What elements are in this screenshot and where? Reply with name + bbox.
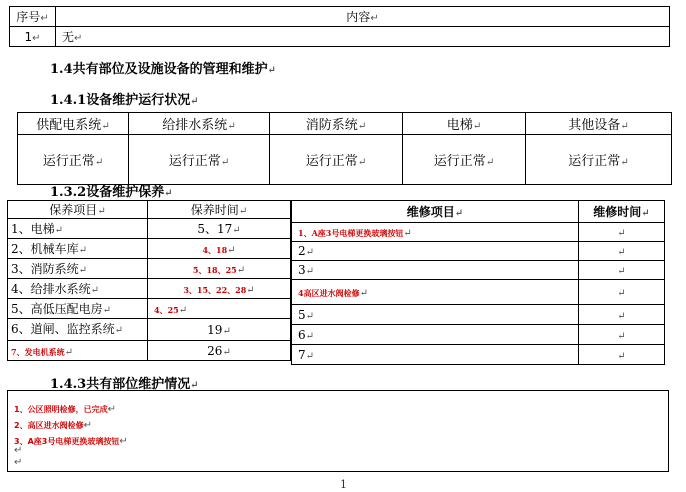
common-area-box	[7, 390, 669, 472]
maint-header-time: 保养时间↵	[148, 201, 291, 219]
maint-time: 4、25↵	[148, 299, 291, 319]
maint-time: 4、18↵	[148, 239, 291, 259]
maint-item: 3、消防系统↵	[8, 259, 148, 279]
maint-time: 5、17↵	[148, 219, 291, 239]
col-header-content: 内容↵	[56, 7, 670, 27]
repair-item: 5↵	[292, 305, 579, 325]
empty-paragraph: ↵	[14, 457, 23, 468]
status-value-water: 运行正常↵	[129, 135, 270, 185]
maint-item: 4、给排水系统↵	[8, 279, 148, 299]
maint-item: 7、发电机系统↵	[8, 341, 148, 361]
repair-item: 4高区进水阀检修↵	[292, 280, 579, 305]
top-table	[9, 6, 670, 47]
maint-time: 26↵	[148, 341, 291, 361]
status-value-other: 运行正常↵	[526, 135, 672, 185]
heading-1-4-3: 1.4.3共有部位维护情况↵	[50, 377, 199, 392]
maintenance-table	[7, 200, 291, 361]
page-number: 1	[340, 478, 347, 491]
heading-1-4-1: 1.4.1设备维护运行状况↵	[50, 93, 199, 108]
maint-item: 5、高低压配电房↵	[8, 299, 148, 319]
col-header-seq: 序号↵	[10, 7, 56, 27]
status-value-power: 运行正常↵	[18, 135, 129, 185]
repair-table	[291, 200, 665, 365]
repair-time: ↵	[579, 223, 665, 242]
status-table	[17, 112, 672, 185]
maint-item: 2、机械车库↵	[8, 239, 148, 259]
repair-item: 1、A座3号电梯更换玻璃按钮↵	[292, 223, 579, 242]
maint-item: 6、道闸、监控系统↵	[8, 319, 148, 341]
repair-time: ↵	[579, 242, 665, 261]
common-area-line: 3、A座3号电梯更换玻璃按钮↵	[14, 436, 128, 447]
status-value-fire: 运行正常↵	[270, 135, 403, 185]
repair-header-time: 维修时间↵	[579, 201, 665, 223]
repair-time: ↵	[579, 261, 665, 280]
repair-item: 6↵	[292, 325, 579, 345]
status-header-fire: 消防系统↵	[270, 113, 403, 135]
status-header-elevator: 电梯↵	[403, 113, 526, 135]
repair-header-item: 维修项目↵	[292, 201, 579, 223]
repair-time: ↵	[579, 280, 665, 305]
repair-item: 2↵	[292, 242, 579, 261]
repair-item: 3↵	[292, 261, 579, 280]
maint-item: 1、电梯↵	[8, 219, 148, 239]
repair-time: ↵	[579, 325, 665, 345]
common-area-line: 1、公区照明检修，已完成↵	[14, 404, 116, 415]
repair-time: ↵	[579, 305, 665, 325]
maint-time: 19↵	[148, 319, 291, 341]
status-header-power: 供配电系统↵	[18, 113, 129, 135]
empty-paragraph: ↵	[14, 445, 23, 456]
heading-1-3-2: 1.3.2设备维护保养↵	[50, 185, 173, 200]
status-value-elevator: 运行正常↵	[403, 135, 526, 185]
status-header-other: 其他设备↵	[526, 113, 672, 135]
maint-time: 5、18、25↵	[148, 259, 291, 279]
row-content: 无↵	[56, 27, 670, 47]
row-seq: 1↵	[10, 27, 56, 47]
maint-header-item: 保养项目↵	[8, 201, 148, 219]
common-area-line: 2、高区进水阀检修↵	[14, 420, 92, 431]
heading-1-4: 1.4共有部位及设施设备的管理和维护↵	[50, 62, 277, 77]
status-header-water: 给排水系统↵	[129, 113, 270, 135]
repair-time: ↵	[579, 345, 665, 365]
repair-item: 7↵	[292, 345, 579, 365]
maint-time: 3、15、22、28↵	[148, 279, 291, 299]
